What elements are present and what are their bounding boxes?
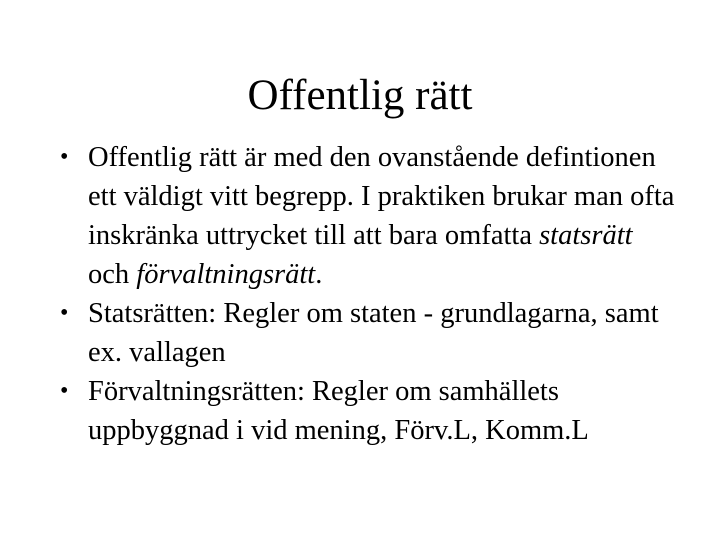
bullet-item-1 xyxy=(60,138,680,294)
bullet-item-2 xyxy=(60,294,680,372)
slide-title: Offentlig rätt xyxy=(247,72,473,119)
bullet-1-italic-statsratt: statsrätt xyxy=(539,220,633,251)
bullet-2-text: Statsrätten: Regler om staten - grundlagarna, samt ex. vallagen xyxy=(88,298,659,368)
bullet-1-italic-forvaltningsratt: förvaltningsrätt xyxy=(136,259,316,290)
bullet-3-text: Förvaltningsrätten: Regler om samhällets uppbyggnad i vid mening, Förv.L, Komm.L xyxy=(88,376,589,446)
bullet-marker-icon: • xyxy=(60,144,69,170)
bullet-list xyxy=(60,138,680,450)
bullet-item-3 xyxy=(60,372,680,450)
bullet-1-text-part2: och xyxy=(88,259,137,290)
bullet-marker-icon: • xyxy=(60,300,69,326)
bullet-marker-icon: • xyxy=(60,378,69,404)
bullet-1-text-part1: Offentlig rätt är med den ovanstående defintionen ett väldigt vitt begrepp. I praktiken brukar man ofta inskränka uttrycket till att bara omfatta xyxy=(88,142,675,251)
bullet-1-text-part3: . xyxy=(315,259,323,290)
